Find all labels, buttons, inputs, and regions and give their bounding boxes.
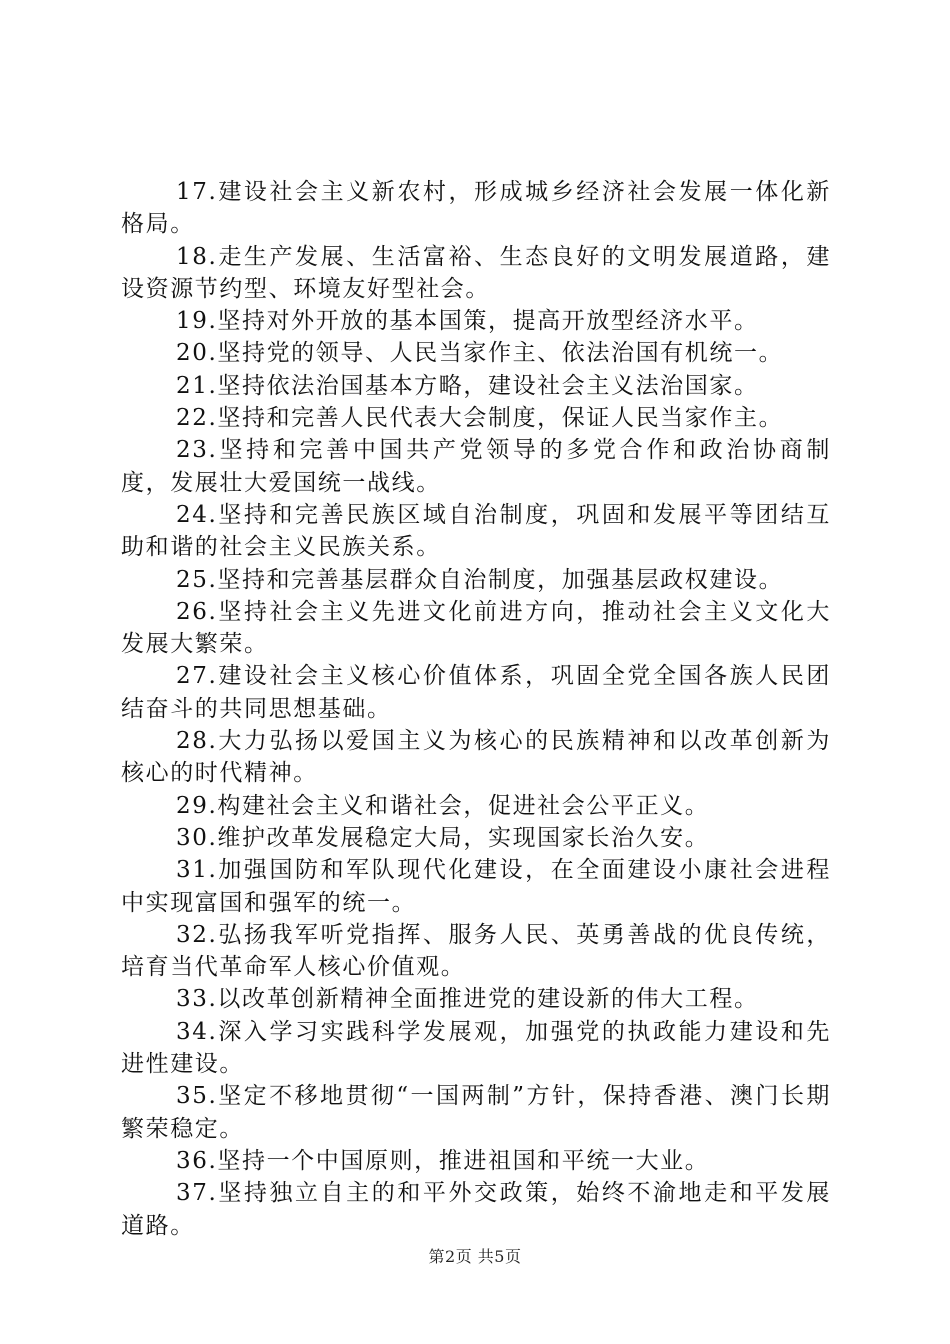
paragraph-19: 19.坚持对外开放的基本国策，提高开放型经济水平。 (176, 308, 759, 335)
paragraph-32: 32.弘扬我军听党指挥、服务人民、英勇善战的优良传统，培育当代革命军人核心价值观。 (121, 921, 831, 981)
paragraph-26: 26.坚持社会主义先进文化前进方向，推动社会主义文化大发展大繁荣。 (121, 598, 831, 658)
paragraph-35: 35.坚定不移地贯彻“一国两制”方针，保持香港、澳门长期繁荣稳定。 (121, 1083, 831, 1142)
paragraph-24: 24.坚持和完善民族区域自治制度，巩固和发展平等团结互助和谐的社会主义民族关系。 (121, 501, 831, 561)
paragraph-17: 17.建设社会主义新农村，形成城乡经济社会发展一体化新格局。 (121, 179, 831, 238)
paragraph-20: 20.坚持党的领导、人民当家作主、依法治国有机统一。 (176, 340, 784, 367)
paragraph-18: 18.走生产发展、生活富裕、生态良好的文明发展道路，建设资源节约型、环境友好型社会。 (121, 243, 831, 302)
paragraph-31: 31.加强国防和军队现代化建设，在全面建设小康社会进程中实现富国和强军的统一。 (121, 857, 831, 916)
paragraph-37: 37.坚持独立自主的和平外交政策，始终不渝地走和平发展道路。 (121, 1180, 831, 1239)
paragraph-23: 23.坚持和完善中国共产党领导的多党合作和政治协商制度，发展壮大爱国统一战线。 (121, 437, 831, 496)
paragraph-29: 29.构建社会主义和谐社会，促进社会公平正义。 (176, 792, 710, 819)
paragraph-33: 33.以改革创新精神全面推进党的建设新的伟大工程。 (176, 986, 759, 1013)
paragraph-22: 22.坚持和完善人民代表大会制度，保证人民当家作主。 (176, 405, 784, 432)
document-body (121, 176, 831, 1242)
paragraph-25: 25.坚持和完善基层群众自治制度，加强基层政权建设。 (176, 566, 784, 593)
paragraph-27: 27.建设社会主义核心价值体系，巩固全党全国各族人民团结奋斗的共同思想基础。 (121, 663, 831, 722)
paragraph-21: 21.坚持依法治国基本方略，建设社会主义法治国家。 (176, 372, 759, 399)
paragraph-30: 30.维护改革发展稳定大局，实现国家长治久安。 (176, 824, 710, 851)
paragraph-28: 28.大力弘扬以爱国主义为核心的民族精神和以改革创新为核心的时代精神。 (121, 728, 831, 787)
paragraph-34: 34.深入学习实践科学发展观，加强党的执政能力建设和先进性建设。 (121, 1018, 831, 1078)
paragraph-36: 36.坚持一个中国原则，推进祖国和平统一大业。 (176, 1147, 710, 1174)
page-number-footer: 第2页 共5页 (428, 1247, 522, 1266)
